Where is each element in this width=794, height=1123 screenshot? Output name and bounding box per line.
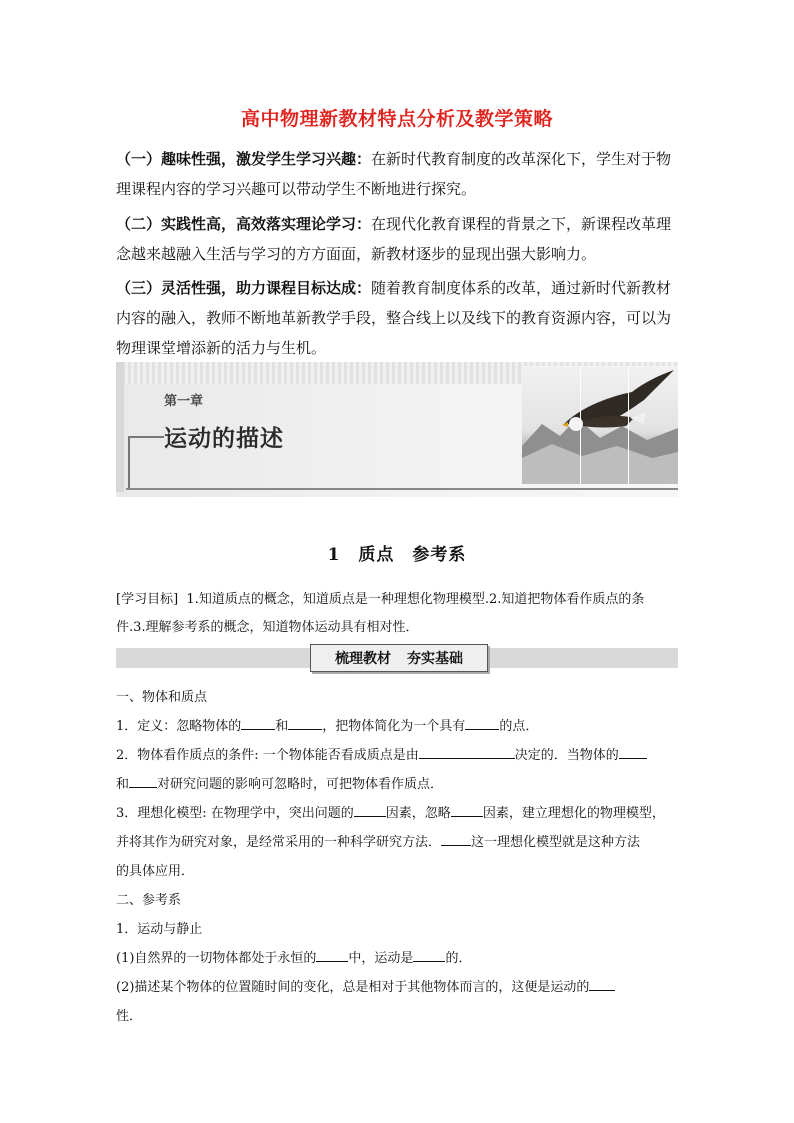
chapter-banner <box>116 362 678 497</box>
text-run: ，把物体简化为一个具有 <box>322 719 466 734</box>
intro-heading: （一）趣味性强，激发学生学习兴趣： <box>116 150 372 168</box>
text-run: 因素，忽略 <box>385 806 451 821</box>
text-run: (1)自然界的一切物体都处于永恒的 <box>116 951 317 966</box>
objectives-line: 件.3.理解参考系的概念，知道物体运动具有相对性． <box>116 620 419 635</box>
fill-blank[interactable] <box>619 744 647 759</box>
text-run: 中，运动是 <box>348 951 414 966</box>
banner-bottom-line <box>126 488 678 490</box>
intro-paragraph-3 <box>116 273 678 363</box>
eagle-icon <box>522 366 678 484</box>
text-run: (2)描述某个物体的位置随时间的变化，总是相对于其他物体而言的，这便是运动的 <box>116 980 590 995</box>
text-run: 和 <box>275 719 289 734</box>
band-box <box>310 644 488 672</box>
text-run: 2．物体看作质点的条件: 一个物体能否看成质点是由 <box>116 748 419 763</box>
intro-text: 在新时代教育制度的改革深化下，学生对于物理课程内容的学习兴趣可以带动学生不断地进行探究。 <box>116 150 672 198</box>
heading-objects-and-particles: 一、物体和质点 <box>116 690 208 705</box>
section-title: 1 质点 参考系 <box>327 545 467 565</box>
intro-text: 随着教育制度体系的改革，通过新时代新教材内容的融入，教师不断地革新教学手段，整合线上以及线下的教育资源内容，可以为物理课堂增添新的活力与生机。 <box>116 279 672 357</box>
subheading-motion-rest: 1．运动与静止 <box>116 922 203 937</box>
chapter-title: 运动的描述 <box>164 426 284 452</box>
banner-bracket <box>128 436 164 490</box>
fill-blank[interactable] <box>465 715 499 730</box>
text-run: 的点． <box>499 719 539 734</box>
text-run: 并将其作为研究对象，是经常采用的一种科学研究方法． <box>116 835 442 850</box>
fill-blank[interactable] <box>129 773 157 788</box>
intro-text: 在现代化教育课程的背景之下，新课程改革理念越来越融入生活与学习的方方面面，新教材逐步的显现出强大影响力。 <box>116 215 672 263</box>
section-band <box>116 648 678 668</box>
banner-left-bar <box>116 362 124 492</box>
band-label-right: 夯实基础 <box>407 651 463 667</box>
text-run: 这一理想化模型就是这种方法 <box>471 835 641 850</box>
text-run: 因素，建立理想化的物理模型， <box>482 806 665 821</box>
band-label-left: 梳理教材 <box>335 651 391 667</box>
paragraph-relativity <box>116 973 678 1002</box>
text-run: 1．定义：忽略物体的 <box>116 719 242 734</box>
fill-blank[interactable] <box>316 947 348 962</box>
paragraph-conditions-cont <box>116 770 678 799</box>
paragraph-ideal-model-end: 的具体应用． <box>116 864 195 879</box>
paragraph-ideal-model-cont <box>116 828 678 857</box>
text-run: 的． <box>445 951 472 966</box>
fill-blank[interactable] <box>441 831 471 846</box>
objectives-label: [学习目标] <box>116 592 179 607</box>
text-run: 和 <box>116 777 130 792</box>
learning-objectives <box>116 586 678 642</box>
paragraph-conditions <box>116 741 678 770</box>
fill-blank[interactable] <box>288 715 322 730</box>
chapter-label: 第一章 <box>164 394 204 409</box>
fill-blank[interactable] <box>419 744 515 759</box>
paragraph-relativity-end: 性． <box>116 1009 143 1024</box>
fill-blank[interactable] <box>413 947 445 962</box>
fill-blank[interactable] <box>241 715 275 730</box>
intro-heading: （三）灵活性强，助力课程目标达成： <box>116 279 372 297</box>
intro-heading: （二）实践性高，高效落实理论学习： <box>116 215 372 233</box>
fill-blank[interactable] <box>451 802 483 817</box>
fill-blank[interactable] <box>354 802 386 817</box>
page-title: 高中物理新教材特点分析及教学策略 <box>240 108 553 130</box>
objectives-line: 1.知道质点的概念，知道质点是一种理想化物理模型.2.知道把物体看作质点的条 <box>186 592 645 607</box>
text-run: 3．理想化模型: 在物理学中，突出问题的 <box>116 806 354 821</box>
paragraph-definition <box>116 712 678 741</box>
eagle-mountain-photo <box>522 366 678 484</box>
heading-reference-frame: 二、参考系 <box>116 893 182 908</box>
intro-paragraph-2 <box>116 209 678 269</box>
paragraph-motion-eternal <box>116 944 678 973</box>
text-run: 对研究问题的影响可忽略时，可把物体看作质点． <box>157 777 444 792</box>
fill-blank[interactable] <box>589 976 615 991</box>
intro-paragraph-1 <box>116 144 678 204</box>
body-content <box>116 683 678 1031</box>
paragraph-ideal-model <box>116 799 678 828</box>
text-run: 决定的．当物体的 <box>514 748 619 763</box>
